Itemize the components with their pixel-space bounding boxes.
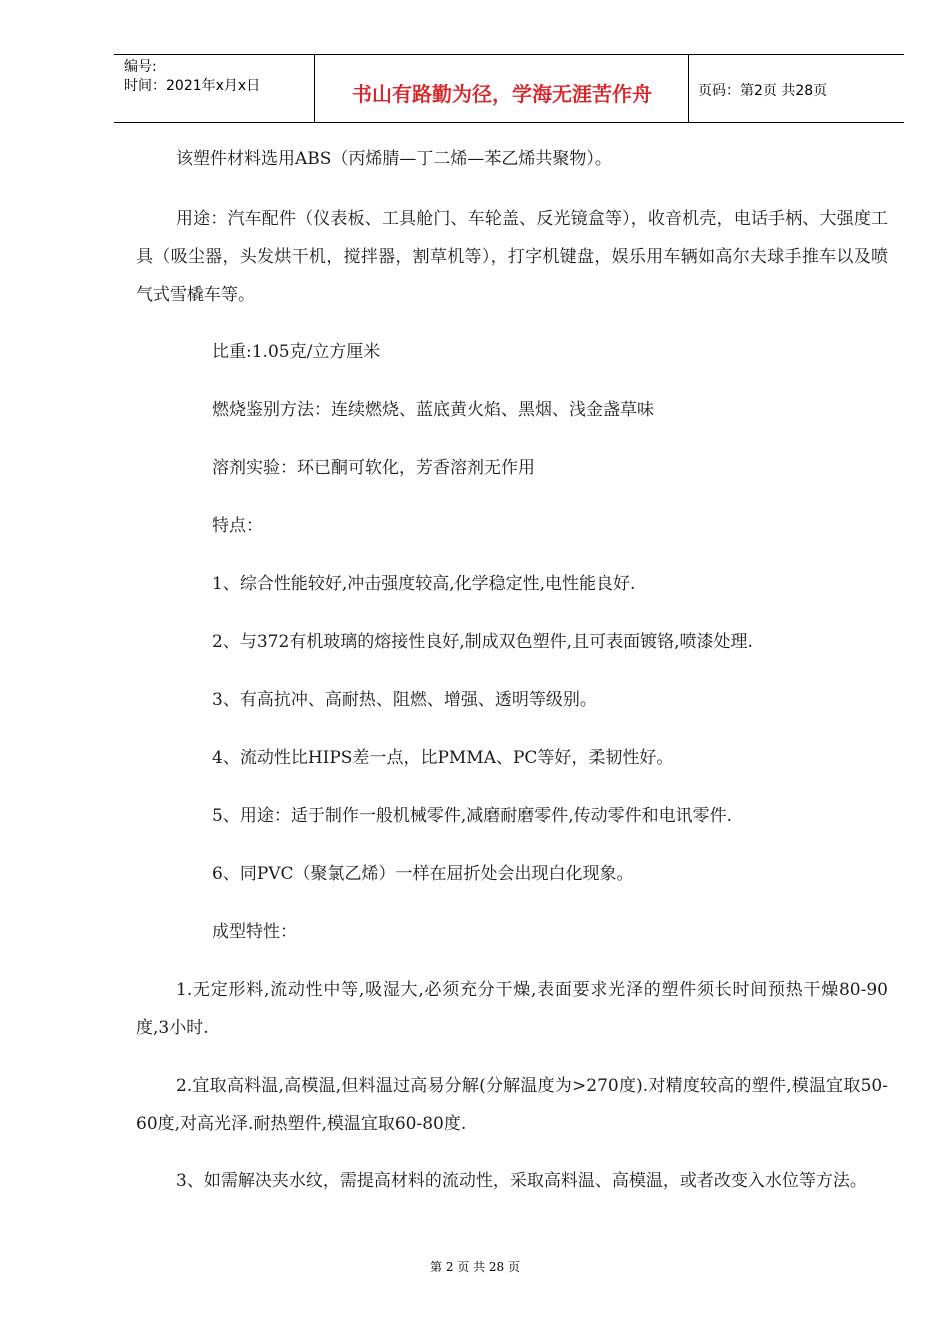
feature-item-1: 1、综合性能较好,冲击强度较高,化学稳定性,电性能良好. [212,574,636,594]
header-motto: 书山有路勤为径，学海无涯苦作舟 [352,82,652,106]
document-number-label: 编号: [124,59,157,75]
feature-item-3: 3、有高抗冲、高耐热、阻燃、增强、透明等级别。 [212,690,597,710]
paragraph-uses: 用途：汽车配件（仪表板、工具舱门、车轮盖、反光镜盒等），收音机壳，电话手柄、大强度工具（吸尘器，头发烘干机，搅拌器，割草机等），打字机键盘，娱乐用车辆如高尔夫球手推车以及喷气式雪橇车等。 [136,209,888,305]
header-divider-left [314,54,315,122]
header-top-rule [114,54,904,55]
page-footer: 第 2 页 共 28 页 [430,1260,520,1274]
paragraph-specific-gravity: 比重:1.05克/立方厘米 [212,342,381,362]
header-left [124,58,260,96]
feature-item-2: 2、与372有机玻璃的熔接性良好,制成双色塑件,且可表面镀铬,喷漆处理. [212,632,753,652]
molding-item-3: 3、如需解决夹水纹，需提高材料的流动性，采取高料温、高模温，或者改变入水位等方法。 [176,1171,867,1191]
paragraph-material: 该塑件材料选用ABS（丙烯腈—丁二烯—苯乙烯共聚物）。 [176,149,612,169]
feature-item-5: 5、用途：适于制作一般机械零件,减磨耐磨零件,传动零件和电讯零件. [212,806,733,826]
molding-item-2: 2.宜取高料温,高模温,但料温过高易分解(分解温度为>270度).对精度较高的塑件,模温宜取50-60度,对高光泽.耐热塑件,模温宜取60-80度. [136,1076,888,1134]
feature-item-6: 6、同PVC（聚氯乙烯）一样在屈折处会出现白化现象。 [212,864,634,884]
paragraph-solvent-test: 溶剂实验：环已酮可软化，芳香溶剂无作用 [212,458,535,478]
paragraph-burn-test: 燃烧鉴别方法：连续燃烧、蓝底黄火焰、黑烟、浅金盏草味 [212,400,654,420]
feature-item-4: 4、流动性比HIPS差一点，比PMMA、PC等好，柔韧性好。 [212,748,674,768]
document-time-label: 时间：2021年x月x日 [124,78,261,94]
header-divider-right [688,54,689,122]
molding-item-1: 1.无定形料,流动性中等,吸湿大,必须充分干燥,表面要求光泽的塑件须长时间预热干燥80-90度,3小时. [136,980,888,1038]
header-page-label: 页码：第2页 共28页 [698,83,828,99]
header-bottom-rule [114,122,904,123]
heading-features: 特点： [212,516,263,536]
heading-molding-properties: 成型特性： [212,922,297,942]
